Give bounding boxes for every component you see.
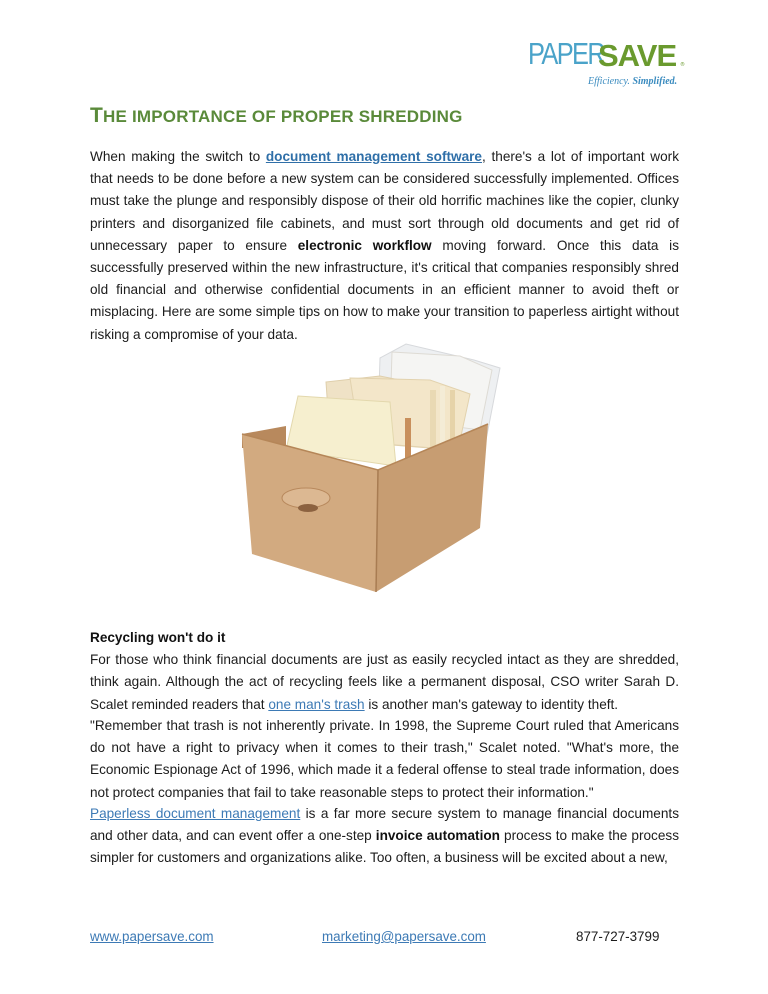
tagline-simplified: Simplified. bbox=[632, 76, 678, 87]
closing-paragraph bbox=[90, 803, 679, 870]
tagline-efficiency: Efficiency. bbox=[588, 76, 630, 87]
title-rest: HE IMPORTANCE OF PROPER SHREDDING bbox=[103, 107, 463, 126]
file-box-image bbox=[230, 330, 530, 600]
papersave-logo bbox=[528, 38, 688, 94]
website-link[interactable]: www.papersave.com bbox=[90, 929, 214, 944]
electronic-workflow-bold: electronic workflow bbox=[297, 237, 432, 253]
recycling-text-2: is another man's gateway to identity theft. bbox=[364, 696, 619, 712]
page-footer bbox=[90, 929, 690, 949]
page-title bbox=[90, 104, 463, 128]
intro-text-1: When making the switch to bbox=[90, 149, 266, 164]
intro-text-3: moving forward. Once this data is successfully preserved within the new infrastructure, it's critical that companies responsibly shred old financial and otherwise confidential documents in an efficient manner to avoid theft or misplacing. Here are some simple tips on how to make your transition to paperless airtight without risking a compromise of your data. bbox=[90, 237, 679, 342]
closing-text-1: is a far more secure system to manage financial documents and other data, and can event offer a one-step bbox=[90, 806, 679, 844]
scalet-quote-paragraph: "Remember that trash is not inherently private. In 1998, the Supreme Court ruled that Americans do not have a right to privacy when it comes to their trash," Scalet noted. "What's more, the Economic Espionage Act of 1996, which made it a federal offense to steal trade information, does not protect companies that fail to take reasonable steps to protect their information." bbox=[90, 718, 679, 800]
recycling-heading: Recycling won't do it bbox=[90, 630, 226, 645]
title-initial: T bbox=[90, 104, 104, 127]
phone-number: 877-727-3799 bbox=[576, 929, 660, 944]
logo-save-text: SAVE bbox=[598, 38, 677, 73]
logo-tagline bbox=[588, 76, 677, 87]
paperless-document-management-link[interactable]: Paperless document management bbox=[90, 806, 301, 821]
intro-paragraph bbox=[90, 146, 679, 346]
recycling-section bbox=[90, 627, 679, 716]
registered-mark: ® bbox=[680, 62, 685, 68]
closing-text-2: process to make the process simpler for customers and organizations alike. Too often, a business will be excited about a new, bbox=[90, 828, 679, 866]
intro-text-2: , there's a lot of important work that needs to be done before a new system can be considered successfully implemented. Offices must take the plunge and responsibly dispose of their old horrific machines like the copier, clunky printers and disorganized file cabinets, and must sort through old documents and get rid of unnecessary paper to ensure bbox=[90, 149, 680, 253]
email-link[interactable]: marketing@papersave.com bbox=[322, 929, 486, 944]
recycling-text-1: For those who think financial documents are just as easily recycled intact as they are shredded, think again. Although the act of recycling feels like a permanent disposal, CSO writer Sarah D. Scalet reminded readers that bbox=[90, 652, 679, 712]
logo-paper-text: PAPER bbox=[528, 36, 605, 71]
invoice-automation-bold: invoice automation bbox=[375, 828, 500, 844]
one-mans-trash-link[interactable]: one man's trash bbox=[268, 696, 365, 712]
document-management-software-link[interactable]: document management software bbox=[265, 149, 482, 164]
